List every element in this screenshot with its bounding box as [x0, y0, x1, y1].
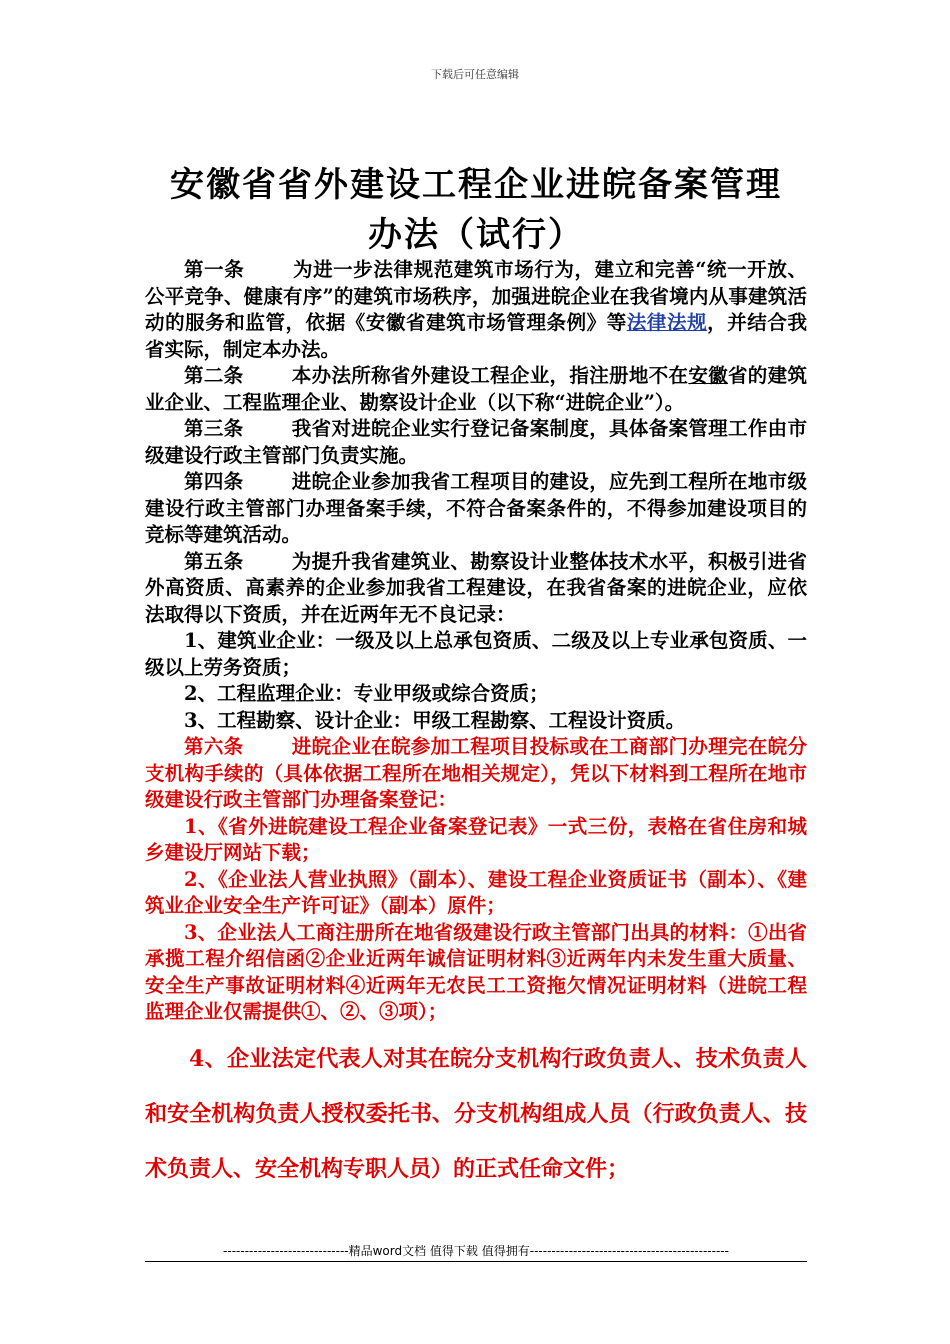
underlined-text: 安徽: [688, 364, 728, 387]
article-label: 第二条: [184, 364, 244, 387]
list-item: 2、工程监理企业：专业甲级或综合资质；: [184, 682, 549, 705]
article-text: 省的建筑业企业、工程监理企业、勘察设计企业（以下称“进皖企业”）。: [145, 364, 807, 414]
article-4: [145, 469, 807, 549]
article-6: [145, 734, 807, 814]
article-text: ，并结合我省实际，制定本办法。: [145, 311, 807, 361]
article-text: 本办法所称省外建设工程企业，指注册地不在: [291, 364, 689, 387]
article-label: 第三条: [184, 417, 244, 440]
page-header: 下载后可任意编辑: [431, 68, 519, 81]
article-text: 进皖企业在皖参加工程项目投标或在工商部门办理完在皖分支机构手续的（具体依据工程所在地相关规定），凭以下材料到工程所在地市级建设行政主管部门办理备案登记：: [145, 735, 807, 811]
list-item: 1、《省外进皖建设工程企业备案登记表》一式三份，表格在省住房和城乡建设厅网站下载；: [145, 814, 807, 864]
article-5: [145, 549, 807, 629]
list-item: 2、《企业法人营业执照》（副本）、建设工程企业资质证书（副本）、《建筑业企业安全生产许可证》（副本）原件；: [145, 867, 807, 917]
article-label: 第五条: [184, 549, 244, 573]
article-text: 我省对进皖企业实行登记备案制度，具体备案管理工作由市级建设行政主管部门负责实施。: [145, 417, 807, 467]
list-item: 3、企业法人工商注册所在地省级建设行政主管部门出具的材料：①出省承揽工程介绍信函②企业近两年诚信证明材料③近两年内未发生重大质量、安全生产事故证明材料④近两年无农民工工资拖欠情况证明材料（进皖工程监理企业仅需提供①、②、③项）；: [145, 920, 807, 1023]
footer-divider: [145, 1261, 807, 1262]
article-text: 为进一步法律规范建筑市场行为，建立和完善“统一开放、公平竞争、健康有序”的建筑市场秩序，加强进皖企业在我省境内从事建筑活动的服务和监管，依据《安徽省建筑市场管理条例》等: [145, 258, 807, 334]
laws-link[interactable]: 法律法规: [626, 311, 708, 334]
article-label: 第四条: [184, 470, 244, 493]
document-title-line2: 办法（试行）: [368, 215, 584, 255]
list-item: 3、工程勘察、设计企业：甲级工程勘察、工程设计资质。: [184, 708, 686, 732]
article-label: 第一条: [184, 258, 245, 281]
list-item: 4、企业法定代表人对其在皖分支机构行政负责人、技术负责人和安全机构负责人授权委托书、分支机构组成人员（行政负责人、技术负责人、安全机构专职人员）的正式任命文件；: [145, 1045, 807, 1182]
document-body: [145, 257, 807, 1197]
article-3: [145, 416, 807, 469]
article-text: 为提升我省建筑业、勘察设计业整体技术水平，积极引进省外高资质、高素养的企业参加我省工程建设，在我省备案的进皖企业，应依法取得以下资质，并在近两年无不良记录：: [145, 549, 807, 626]
article-label: 第六条: [184, 735, 244, 758]
list-item: 1、建筑业企业：一级及以上总承包资质、二级及以上专业承包资质、一级以上劳务资质；: [145, 629, 807, 679]
article-text: 进皖企业参加我省工程项目的建设，应先到工程所在地市级建设行政主管部门办理备案手续，不符合备案条件的，不得参加建设项目的竞标等建筑活动。: [145, 470, 807, 546]
document-title-line1: 安徽省省外建设工程企业进皖备案管理: [170, 165, 782, 205]
page-footer: -----------------------------精品word文档 值得下载 值得拥有----------------------------------------------: [223, 1244, 729, 1258]
article-2: [145, 363, 807, 416]
article-1: [145, 257, 807, 363]
